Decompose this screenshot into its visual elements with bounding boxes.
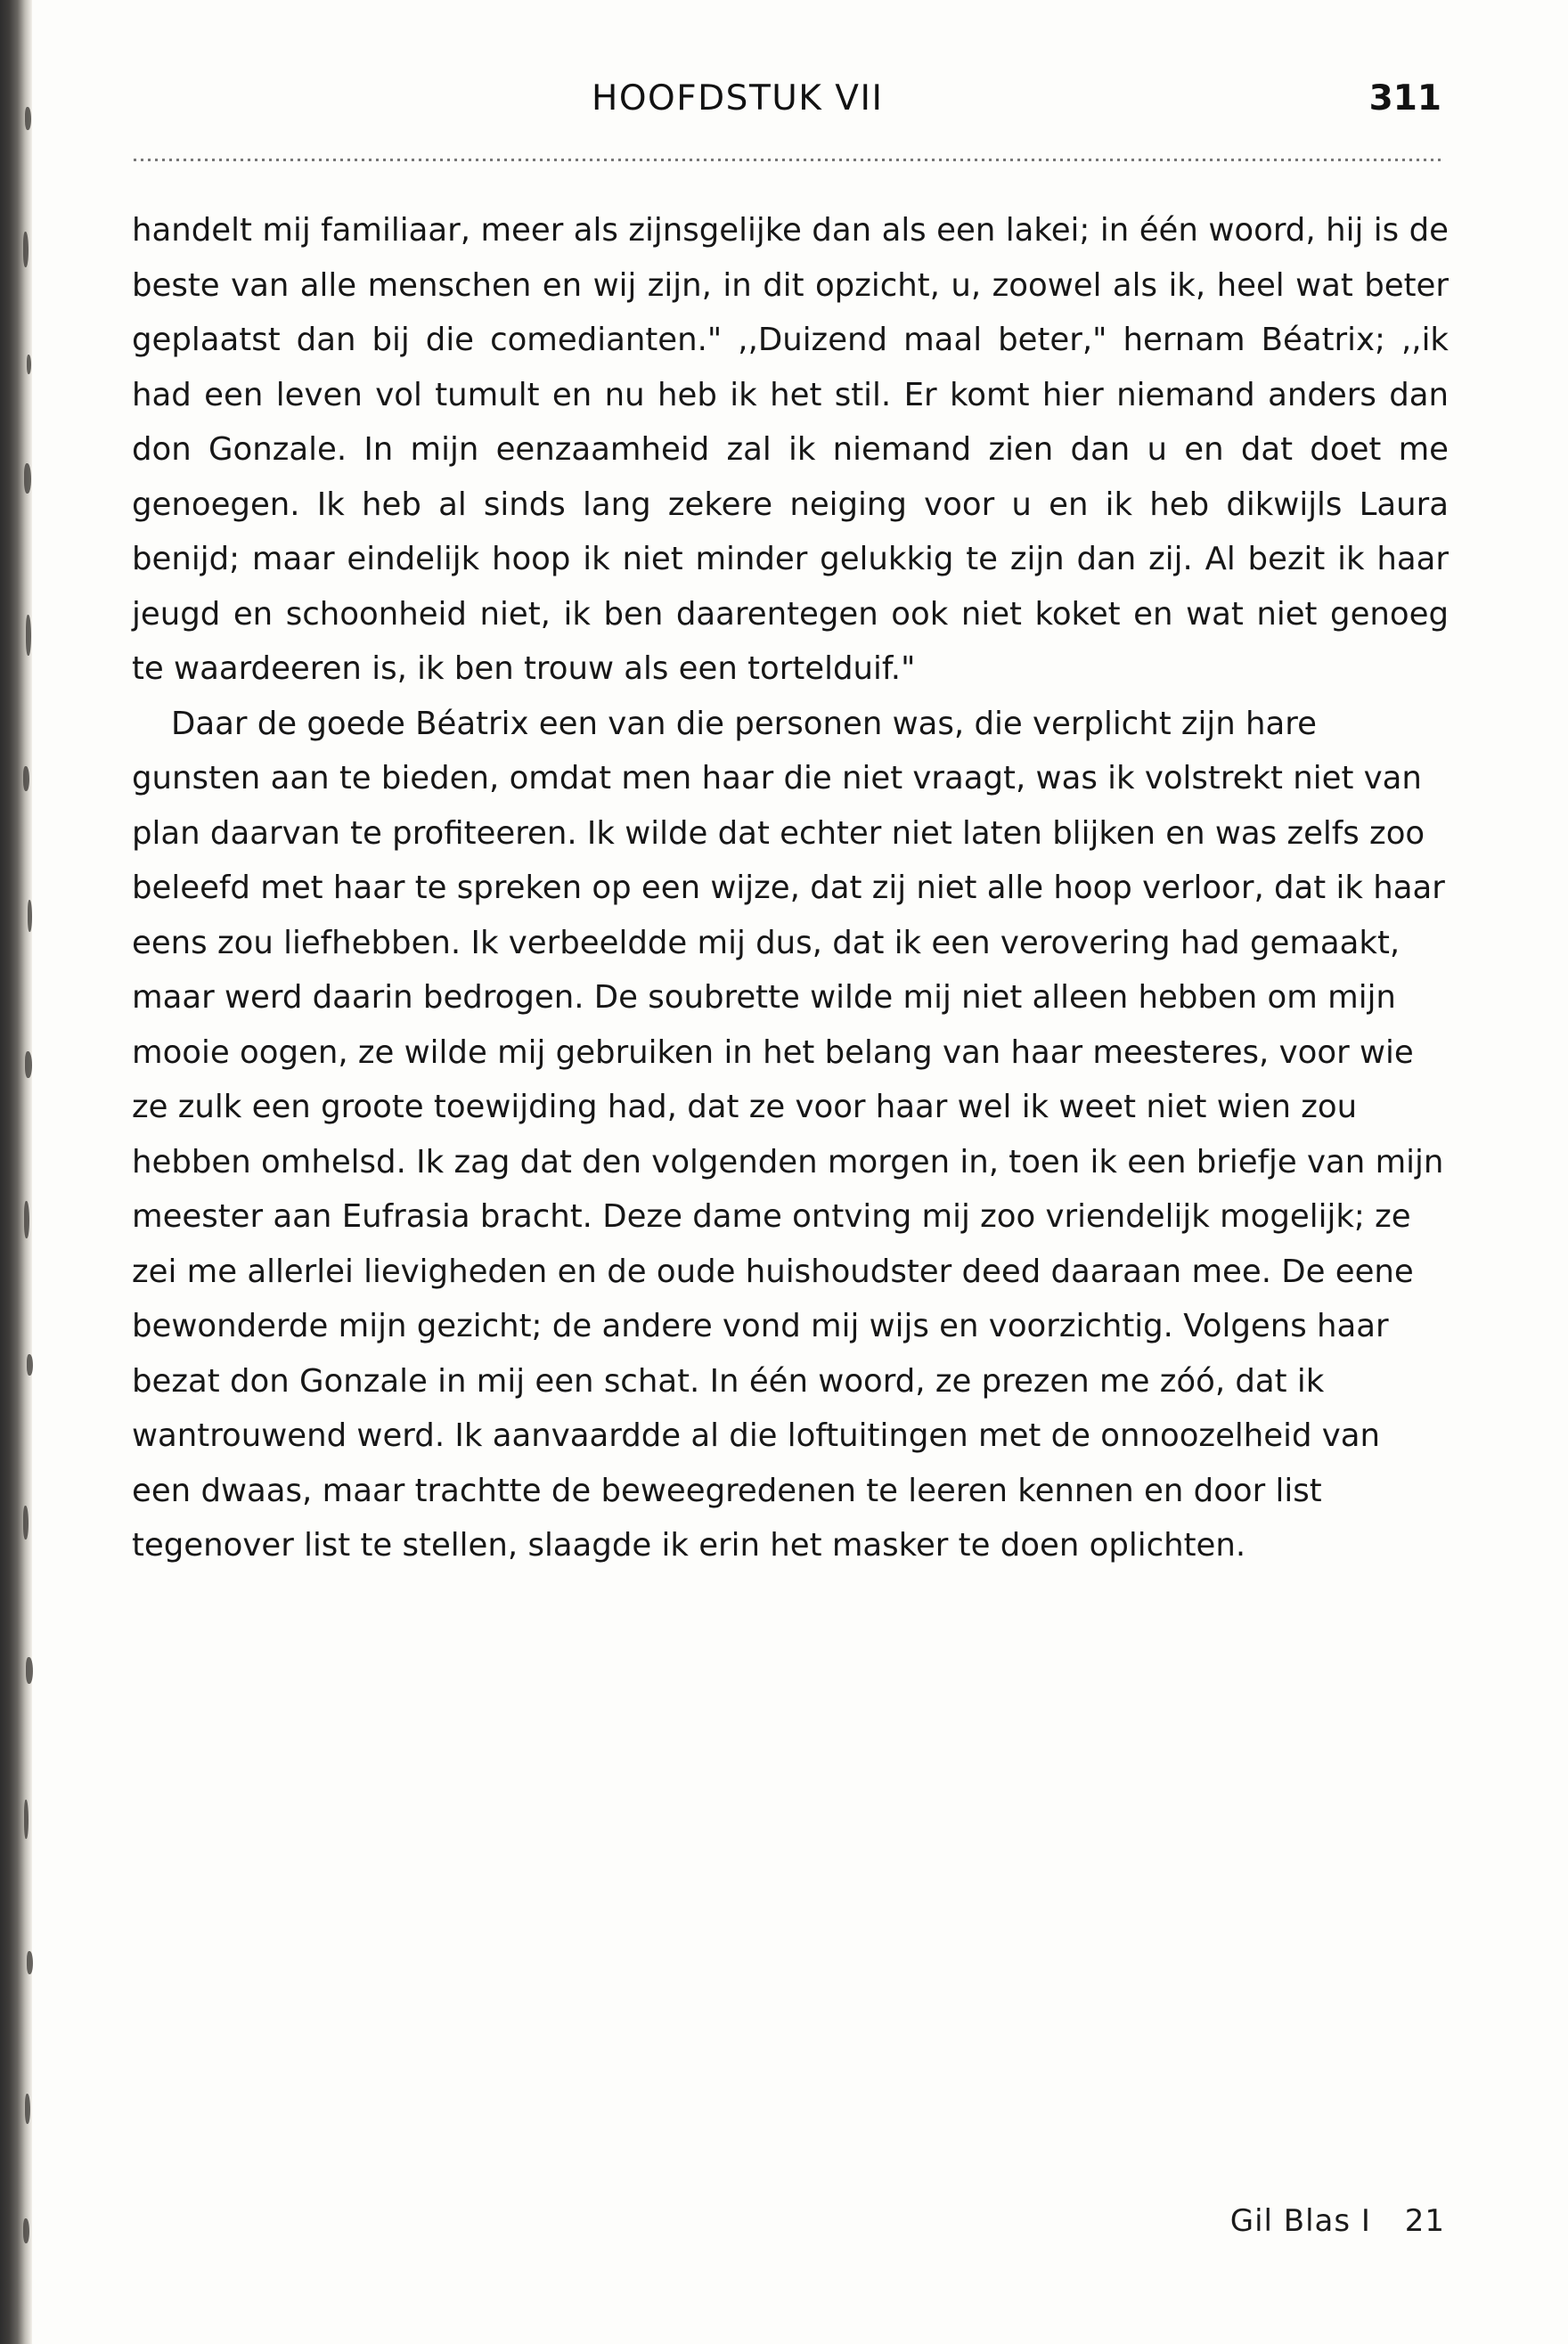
page-footer-signature [1230, 2203, 1445, 2239]
paragraph-2: Daar de goede Béatrix een van die personen was, die verplicht zijn hare gunsten aan te bieden, omdat men haar die niet vraagt, was ik volstrekt niet van plan daarvan te profiteeren. Ik wilde dat echter niet laten blijken en was zelfs zoo beleefd met haar te spreken op een wijze, dat zij niet alle hoop verloor, dat ik haar eens zou liefhebben. Ik verbeeldde mij dus, dat ik een verovering had gemaakt, maar werd daarin bedrogen. De soubrette wilde mij niet alleen hebben om mijn mooie oogen, ze wilde mij gebruiken in het belang van haar meesteres, voor wie ze zulk een groote toewijding had, dat ze voor haar wel ik weet niet wien zou hebben omhelsd. Ik zag dat den volgenden morgen in, toen ik een briefje van mijn meester aan Eufrasia bracht. Deze dame ontving mij zoo vriendelijk mogelijk; ze zei me allerlei lievigheden en de oude huishoudster deed daaraan mee. De eene bewonderde mijn gezicht; de andere vond mij wijs en voorzichtig. Volgens haar bezat don Gonzale in mij een schat. In één woord, ze prezen me zóó, dat ik wantrouwend werd. Ik aanvaardde al die loftuitingen met de onnoozelheid van een dwaas, maar trachtte de beweegredenen te leeren kennen en door list tegenover list te stellen, slaagde ik erin het masker te doen oplichten. [132, 705, 1445, 1564]
signature-title: Gil Blas I [1229, 2203, 1371, 2239]
signature-number: 21 [1404, 2203, 1445, 2239]
page-header [132, 78, 1441, 128]
body-text [132, 203, 1449, 1573]
header-divider-rule [134, 159, 1441, 161]
chapter-title: HOOFDSTUK VII [592, 78, 884, 118]
paragraph-1: handelt mij familiaar, meer als zijnsgelijke dan als een lakei; in één woord, hij is de beste van alle menschen en wij zijn, in dit opzicht, u, zoowel als ik, heel wat beter geplaatst dan bij die comedianten." ,,Duizend maal beter," hernam Béatrix; ,,ik had een leven vol tumult en nu heb ik het stil. Er komt hier niemand anders dan don Gonzale. In mijn eenzaamheid zal ik niemand zien dan u en dat doet me genoegen. Ik heb al sinds lang zekere neiging voor u en ik heb dikwijls Laura benijd; maar eindelijk hoop ik niet minder gelukkig te zijn dan zij. Al bezit ik haar jeugd en schoonheid niet, ik ben daarentegen ook niet koket en wat niet genoeg te waardeeren is, ik ben trouw als een tortelduif." [132, 212, 1449, 687]
page-number: 311 [1368, 78, 1441, 118]
